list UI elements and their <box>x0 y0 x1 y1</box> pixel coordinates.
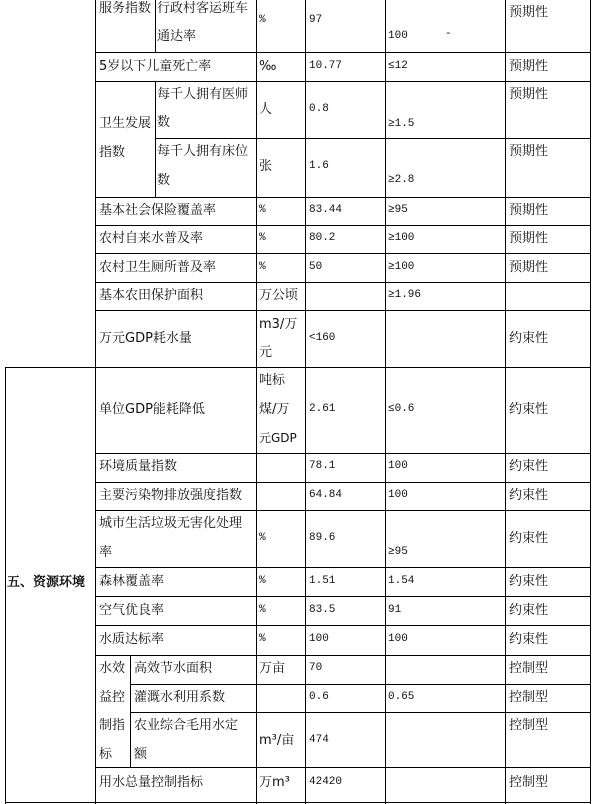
attribute: 约束性 <box>509 531 549 546</box>
section-label: 五、资源环境 <box>7 575 86 590</box>
grid-line <box>130 655 131 767</box>
unit: % <box>259 532 266 544</box>
unit: % <box>259 604 266 616</box>
target-value: ≥100 <box>388 232 415 244</box>
group-label: 益控 <box>99 690 126 705</box>
target-value: ≥2.8 <box>388 174 415 186</box>
group-label: 制指 <box>99 718 126 733</box>
unit: % <box>259 204 266 216</box>
grid-line <box>5 802 591 803</box>
indicator-name: 率 <box>99 545 113 560</box>
attribute: 控制型 <box>509 775 549 790</box>
indicator-name: 水质达标率 <box>99 632 165 647</box>
group-label: 指数 <box>99 145 126 160</box>
base-value: 100 <box>309 633 329 645</box>
indicator-name: 数 <box>157 115 171 130</box>
indicator-name: 森林覆盖率 <box>99 574 165 589</box>
attribute: 控制型 <box>509 718 549 733</box>
grid-line <box>155 81 156 197</box>
target-value: ≥95 <box>388 204 408 216</box>
unit: % <box>259 232 266 244</box>
base-value: 83.44 <box>309 204 343 216</box>
base-value: 89.6 <box>309 532 336 544</box>
indicator-name: 基本农田保护面积 <box>99 288 204 303</box>
target-value: ≤12 <box>388 60 408 72</box>
attribute: 约束性 <box>509 459 549 474</box>
unit: 万公顷 <box>259 288 299 303</box>
unit: % <box>259 575 266 587</box>
indicator-name: 主要污染物排放强度指数 <box>99 488 243 503</box>
grid-line <box>95 0 96 804</box>
indicator-name: 城市生活垃圾无害化处理 <box>99 516 243 531</box>
indicator-name: 环境质量指数 <box>99 459 178 474</box>
attribute: 预期性 <box>509 144 549 159</box>
target-value: 100 <box>388 489 408 501</box>
target-value: ≥95 <box>388 546 408 558</box>
base-value: 78.1 <box>309 460 336 472</box>
target-value: <160 <box>309 332 336 344</box>
base-value: 42420 <box>309 776 343 788</box>
base-value: 10.77 <box>309 60 343 72</box>
attribute: 预期性 <box>509 5 549 20</box>
unit: 人 <box>259 102 273 117</box>
base-value: 474 <box>309 734 329 746</box>
grid-line <box>95 52 591 53</box>
attribute: 约束性 <box>509 488 549 503</box>
base-value: 1.51 <box>309 575 336 587</box>
base-value: 1.6 <box>309 160 329 172</box>
indicator-name: 数 <box>157 173 171 188</box>
target-value: ≥100 <box>388 261 415 273</box>
base-value: 97 <box>309 14 323 26</box>
unit: 张 <box>259 159 273 174</box>
base-value: 50 <box>309 261 323 273</box>
attribute: 预期性 <box>509 59 549 74</box>
target-value: ≥1.96 <box>388 289 422 301</box>
indicator-name: 农村自来水普及率 <box>99 231 204 246</box>
indicator-name: 每千人拥有床位 <box>157 144 249 159</box>
target-value: 0.65 <box>388 691 415 703</box>
extra-mark: - <box>445 28 452 40</box>
unit: m³/亩 <box>259 733 295 748</box>
target-value: 100 <box>388 30 408 42</box>
indicator-name: 5岁以下儿童死亡率 <box>99 59 212 74</box>
grid-line <box>95 767 591 768</box>
unit: % <box>259 633 266 645</box>
indicator-name: 通达率 <box>157 29 197 44</box>
attribute: 预期性 <box>509 260 549 275</box>
attribute: 控制型 <box>509 690 549 705</box>
indicator-name: 用水总量控制指标 <box>99 775 204 790</box>
unit: % <box>259 261 266 273</box>
unit: 元 <box>259 345 273 360</box>
base-value: 64.84 <box>309 489 343 501</box>
indicator-name: 单位GDP能耗降低 <box>99 402 205 417</box>
unit: ‰ <box>259 59 277 74</box>
indicator-name: 基本社会保险覆盖率 <box>99 203 217 218</box>
group-label: 服务指数 <box>99 1 152 16</box>
unit: m3/万 <box>259 317 298 332</box>
indicator-name: 额 <box>134 747 148 762</box>
grid-line <box>155 0 156 52</box>
attribute: 约束性 <box>509 603 549 618</box>
target-value: ≤0.6 <box>388 403 415 415</box>
indicator-name: 农村卫生厕所普及率 <box>99 260 217 275</box>
grid-line <box>95 310 591 311</box>
group-label: 卫生发展 <box>99 116 152 131</box>
indicator-name: 行政村客运班车 <box>157 1 249 16</box>
grid-line <box>95 625 591 626</box>
grid-line <box>5 367 6 804</box>
indicator-name: 灌溉水利用系数 <box>134 690 226 705</box>
attribute: 预期性 <box>509 231 549 246</box>
attribute: 约束性 <box>509 632 549 647</box>
target-value: 1.54 <box>388 575 415 587</box>
unit: 元GDP <box>259 431 297 445</box>
unit: % <box>259 14 266 26</box>
grid-line <box>95 253 591 254</box>
attribute: 约束性 <box>509 402 549 417</box>
attribute: 预期性 <box>509 203 549 218</box>
target-value: 91 <box>388 604 402 616</box>
attribute: 约束性 <box>509 574 549 589</box>
grid-line <box>95 567 591 568</box>
indicator-name: 每千人拥有医师 <box>157 87 249 102</box>
base-value: 80.2 <box>309 232 336 244</box>
target-value: 100 <box>388 633 408 645</box>
target-value: 100 <box>388 460 408 472</box>
unit: 煤/万 <box>259 402 290 417</box>
unit: 吨标 <box>259 373 286 388</box>
attribute: 约束性 <box>509 331 549 346</box>
indicator-name: 空气优良率 <box>99 603 165 618</box>
attribute: 预期性 <box>509 87 549 102</box>
unit: 万m³ <box>259 775 290 790</box>
indicator-name: 高效节水面积 <box>134 661 213 676</box>
grid-line <box>5 367 591 368</box>
attribute: 控制型 <box>509 661 549 676</box>
target-value: ≥1.5 <box>388 118 415 130</box>
base-value: 70 <box>309 662 323 674</box>
group-label: 标 <box>99 747 113 762</box>
unit: 万亩 <box>259 661 286 676</box>
base-value: 0.8 <box>309 103 329 115</box>
base-value: 2.61 <box>309 403 336 415</box>
group-label: 水效 <box>99 661 126 676</box>
grid-line <box>95 596 591 597</box>
base-value: 0.6 <box>309 691 329 703</box>
indicator-name: 万元GDP耗水量 <box>99 331 192 346</box>
indicator-name: 农业综合毛用水定 <box>134 718 239 733</box>
base-value: 83.5 <box>309 604 336 616</box>
